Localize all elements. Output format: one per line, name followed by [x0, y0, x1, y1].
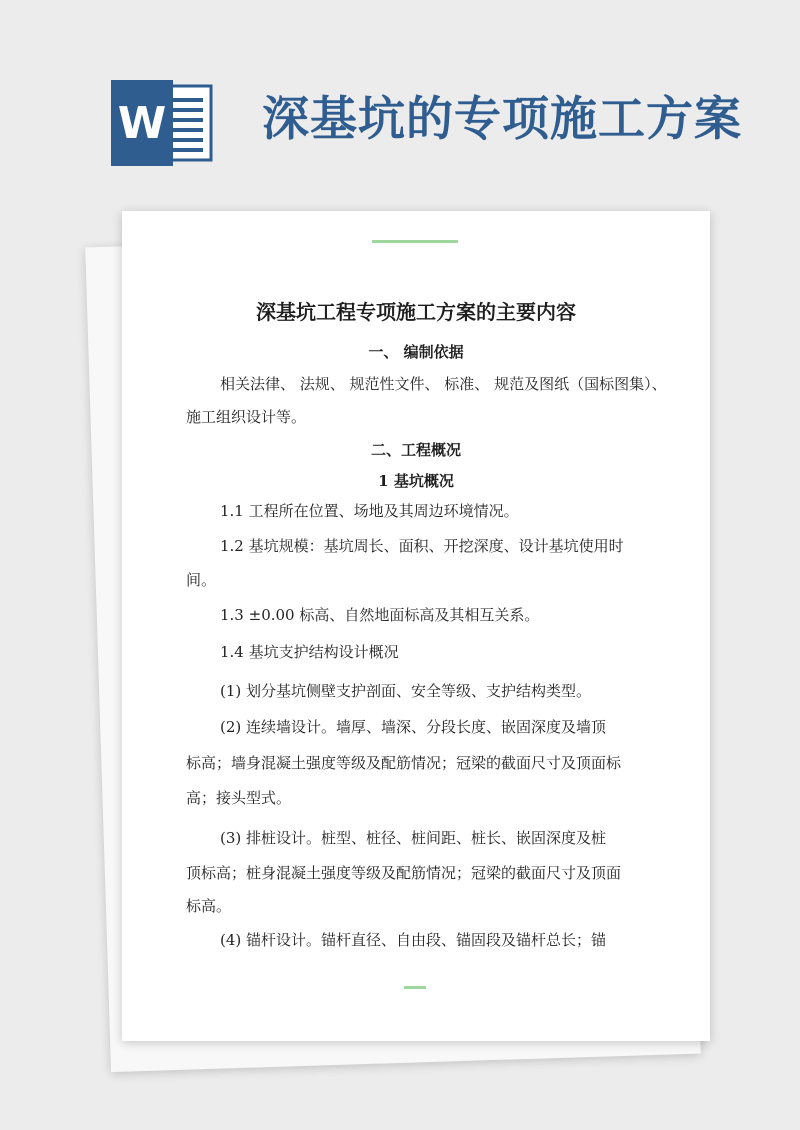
header-marker	[372, 240, 458, 243]
word-document-icon	[111, 80, 215, 166]
paragraph-line: 1.4 基坑支护结构设计概况	[220, 643, 399, 661]
list-item-line: (1) 划分基坑侧壁支护剖面、安全等级、支护结构类型。	[220, 682, 592, 700]
list-item-line: (2) 连续墙设计。墙厚、墙深、分段长度、嵌固深度及墙顶	[220, 718, 607, 736]
list-item-line: 标高。	[186, 897, 232, 915]
paragraph-line: 相关法律、 法规、 规范性文件、 标准、 规范及图纸（国标图集）、	[220, 375, 667, 393]
list-item-line: (3) 排桩设计。桩型、桩径、桩间距、桩长、嵌固深度及桩	[220, 829, 607, 847]
paragraph-line: 1.3 ±0.00 标高、自然地面标高及其相互关系。	[220, 606, 540, 624]
list-item-line: 顶标高；桩身混凝土强度等级及配筋情况；冠梁的截面尺寸及顶面	[186, 864, 622, 882]
list-item-line: (4) 锚杆设计。锚杆直径、自由段、锚固段及锚杆总长；锚	[220, 931, 607, 949]
document-page	[122, 211, 710, 1041]
footer-marker	[404, 986, 426, 989]
section-heading-overview: 二、工程概况	[370, 441, 461, 459]
paragraph-line: 间。	[186, 571, 217, 589]
page-heading: 深基坑的专项施工方案	[262, 92, 742, 147]
page-header	[0, 0, 800, 200]
paragraph-line: 1.2 基坑规模：基坑周长、面积、开挖深度、设计基坑使用时	[220, 537, 624, 555]
subsection-heading: 1 基坑概况	[378, 472, 454, 490]
paragraph-line: 施工组织设计等。	[186, 408, 307, 426]
document-title: 深基坑工程专项施工方案的主要内容	[256, 300, 576, 324]
paragraph-line: 1.1 工程所在位置、场地及其周边环境情况。	[220, 502, 519, 520]
list-item-line: 高；接头型式。	[186, 789, 292, 807]
word-logo-letter: W	[117, 98, 167, 149]
list-item-line: 标高；墙身混凝土强度等级及配筋情况；冠梁的截面尺寸及顶面标	[186, 754, 622, 772]
section-heading-basis: 一、 编制依据	[368, 343, 464, 361]
